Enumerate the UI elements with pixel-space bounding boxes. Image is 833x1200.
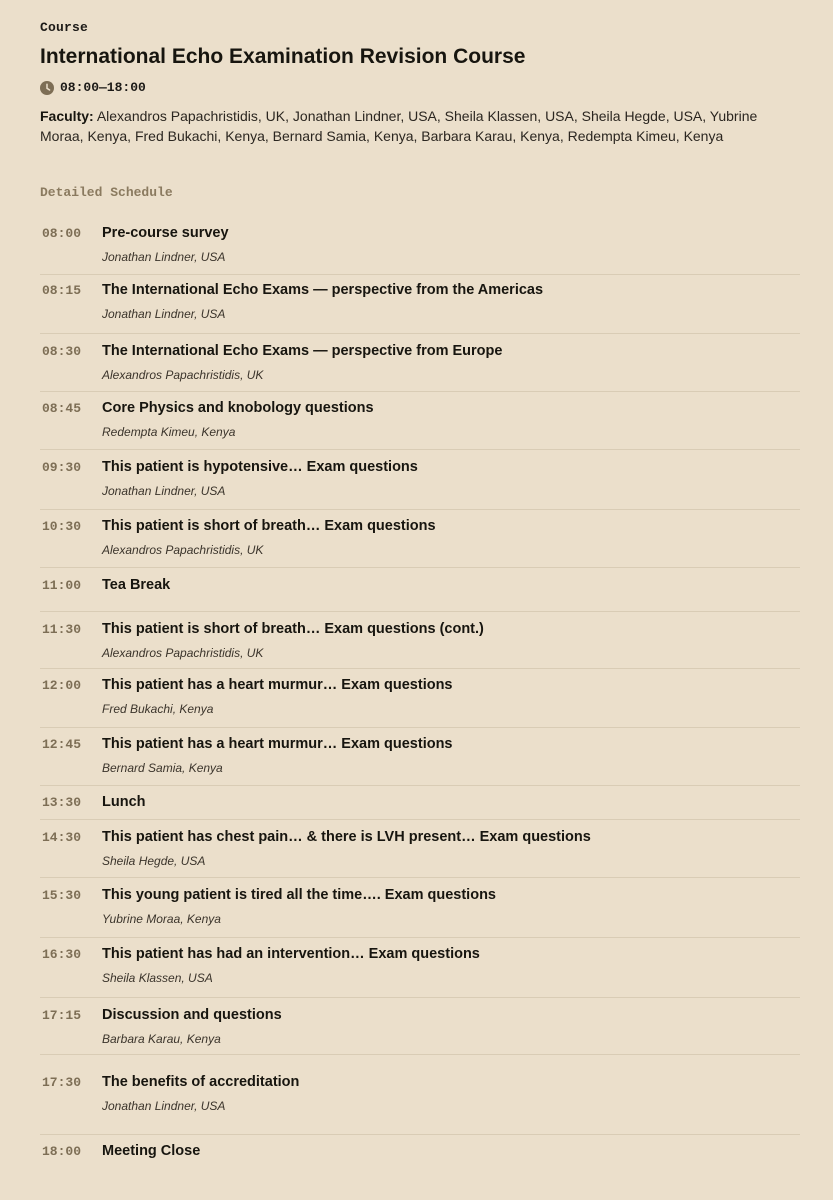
course-kicker: Course — [40, 20, 89, 35]
row-title: Discussion and questions — [102, 1007, 282, 1023]
row-time: 08:45 — [42, 401, 82, 416]
row-speaker: Fred Bukachi, Kenya — [102, 702, 214, 716]
row-title: Pre-course survey — [102, 225, 229, 241]
row-speaker: Jonathan Lindner, USA — [102, 1099, 226, 1113]
row-title: The benefits of accreditation — [102, 1074, 300, 1090]
row-speaker: Alexandros Papachristidis, UK — [102, 368, 264, 382]
row-time: 14:30 — [42, 830, 82, 845]
row-speaker: Sheila Klassen, USA — [102, 971, 213, 985]
schedule-row — [40, 450, 800, 510]
row-speaker: Alexandros Papachristidis, UK — [102, 646, 264, 660]
row-title: This patient is short of breath… Exam questions — [102, 518, 436, 534]
row-time: 15:30 — [42, 888, 82, 903]
row-speaker: Jonathan Lindner, USA — [102, 484, 226, 498]
schedule-row — [40, 391, 800, 450]
faculty-list — [40, 106, 780, 146]
schedule-row — [40, 1134, 800, 1174]
schedule-row — [40, 509, 800, 568]
row-speaker: Yubrine Moraa, Kenya — [102, 912, 221, 926]
schedule-row — [40, 1065, 800, 1135]
row-time: 11:00 — [42, 578, 82, 593]
row-title: This patient is short of breath… Exam questions (cont.) — [102, 621, 484, 637]
schedule-row — [40, 568, 800, 612]
row-time: 16:30 — [42, 947, 82, 962]
row-time: 11:30 — [42, 622, 82, 637]
row-time: 18:00 — [42, 1144, 82, 1159]
row-speaker: Bernard Samia, Kenya — [102, 761, 223, 775]
row-title: This patient is hypotensive… Exam questions — [102, 459, 418, 475]
time-range-text: 08:00—18:00 — [60, 80, 146, 95]
faculty-label: Faculty: — [40, 108, 94, 124]
row-title: Tea Break — [102, 577, 171, 593]
schedule-row — [40, 668, 800, 728]
course-time-range — [40, 80, 146, 95]
schedule-row — [40, 727, 800, 786]
row-speaker: Alexandros Papachristidis, UK — [102, 543, 264, 557]
row-title: Lunch — [102, 794, 146, 810]
row-time: 17:15 — [42, 1008, 82, 1023]
row-time: 12:45 — [42, 737, 82, 752]
row-time: 08:00 — [42, 226, 82, 241]
row-title: Meeting Close — [102, 1143, 201, 1159]
row-speaker: Jonathan Lindner, USA — [102, 307, 226, 321]
row-time: 12:00 — [42, 678, 82, 693]
row-speaker: Jonathan Lindner, USA — [102, 250, 226, 264]
row-speaker: Barbara Karau, Kenya — [102, 1032, 221, 1046]
schedule-row — [40, 878, 800, 938]
row-title: The International Echo Exams — perspective from Europe — [102, 343, 503, 359]
schedule-row — [40, 998, 800, 1055]
row-time: 08:15 — [42, 283, 82, 298]
row-speaker: Sheila Hegde, USA — [102, 854, 206, 868]
row-title: The International Echo Exams — perspective from the Americas — [102, 282, 544, 298]
schedule-row — [40, 612, 800, 669]
faculty-names: Alexandros Papachristidis, UK, Jonathan Lindner, USA, Sheila Klassen, USA, Sheila Hegde, USA, Yubrine Moraa, Kenya, Fred Bukachi, Kenya, Bernard Samia, Kenya, Barbara Karau, Kenya, Redempta Kimeu, Kenya — [40, 108, 758, 144]
row-title: This patient has had an intervention… Exam questions — [102, 946, 480, 962]
schedule-row — [40, 334, 800, 392]
row-time: 09:30 — [42, 460, 82, 475]
row-time: 17:30 — [42, 1075, 82, 1090]
row-title: This patient has a heart murmur… Exam questions — [102, 736, 453, 752]
section-heading: Detailed Schedule — [40, 185, 173, 200]
row-time: 08:30 — [42, 344, 82, 359]
schedule-row — [40, 273, 800, 334]
schedule-row — [40, 820, 800, 878]
page-title: International Echo Examination Revision Course — [40, 45, 526, 68]
row-title: This patient has chest pain… & there is LVH present… Exam questions — [102, 829, 591, 845]
row-time: 10:30 — [42, 519, 82, 534]
row-time: 13:30 — [42, 795, 82, 810]
row-title: This patient has a heart murmur… Exam questions — [102, 677, 453, 693]
schedule-row — [40, 785, 800, 820]
row-speaker: Redempta Kimeu, Kenya — [102, 425, 236, 439]
clock-icon — [40, 81, 54, 95]
row-title: Core Physics and knobology questions — [102, 400, 374, 416]
schedule-row — [40, 216, 800, 275]
schedule-row — [40, 937, 800, 998]
row-title: This young patient is tired all the time…. Exam questions — [102, 887, 496, 903]
